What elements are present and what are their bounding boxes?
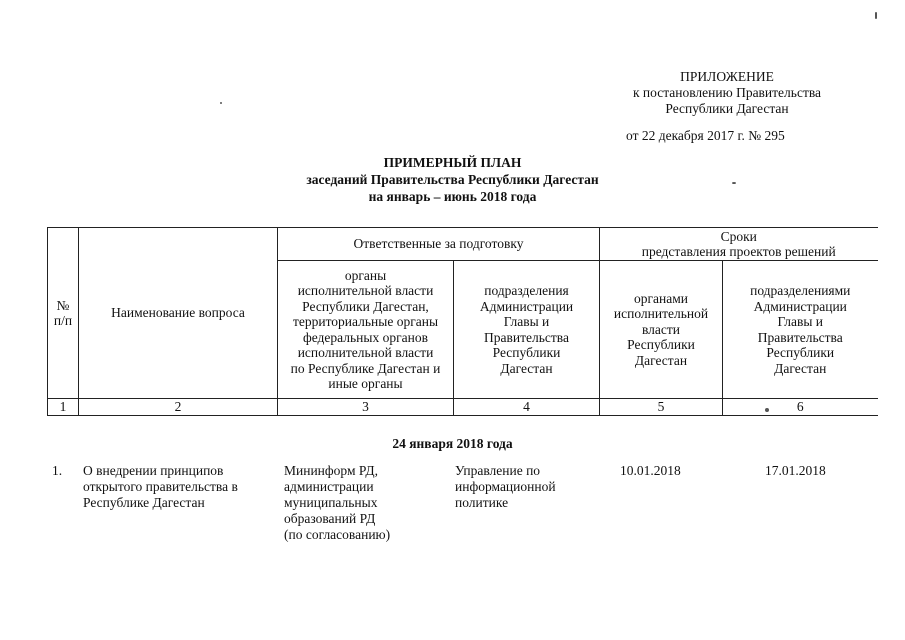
section-title: 24 января 2018 года: [392, 436, 513, 451]
title-subject: заседаний Правительства Республики Дагестан: [306, 172, 599, 187]
annex-line-resolution: к постановлению Правительства: [632, 85, 822, 100]
column-number: 4: [454, 399, 600, 416]
header-deadline-organs: органами исполнительной власти Республики Дагестан: [600, 261, 723, 399]
plan-table-header: [47, 227, 878, 416]
column-number: 5: [600, 399, 723, 416]
row-responsible-admin: Управление по информационной политике: [455, 463, 556, 510]
annex-line-republic: Республики Дагестан: [665, 101, 789, 116]
header-responsible-organs: органы исполнительной власти Республики Дагестан, территориальные органы федеральных органов исполнительной власти по Республике Дагестан и иные органы: [278, 261, 454, 399]
annex-title: ПРИЛОЖЕНИЕ: [680, 69, 774, 84]
header-deadline-admin: подразделениями Администрации Главы и Правительства Республики Дагестан: [723, 261, 878, 399]
scan-speck: [220, 102, 222, 104]
header-question: Наименование вопроса: [79, 228, 278, 399]
document-title: [200, 154, 705, 205]
scan-speck: [875, 12, 877, 19]
column-number: 2: [79, 399, 278, 416]
title-plan: ПРИМЕРНЫЙ ПЛАН: [383, 155, 522, 170]
column-number: 3: [278, 399, 454, 416]
header-responsible-admin: подразделения Администрации Главы и Правительства Республики Дагестан: [454, 261, 600, 399]
column-number: 6: [723, 399, 878, 416]
title-period: на январь – июнь 2018 года: [368, 189, 537, 204]
row-deadline-organs: 10.01.2018: [620, 463, 681, 478]
header-deadlines: Сроки представления проектов решений: [600, 228, 878, 261]
annex-date: от 22 декабря 2017 г. № 295: [626, 128, 785, 143]
header-number: № п/п: [48, 228, 79, 399]
row-responsible-organs: Мининформ РД, администрации муниципальных образований РД (по согласованию): [284, 463, 391, 542]
scan-speck: [732, 182, 736, 184]
header-responsible: Ответственные за подготовку: [278, 228, 600, 261]
row-number: 1.: [52, 463, 63, 478]
annex-header: [612, 69, 842, 117]
row-question: О внедрении принципов открытого правительства в Республике Дагестан: [83, 463, 238, 510]
row-deadline-admin: 17.01.2018: [765, 463, 826, 478]
scan-speck: [765, 408, 769, 412]
column-number: 1: [48, 399, 79, 416]
